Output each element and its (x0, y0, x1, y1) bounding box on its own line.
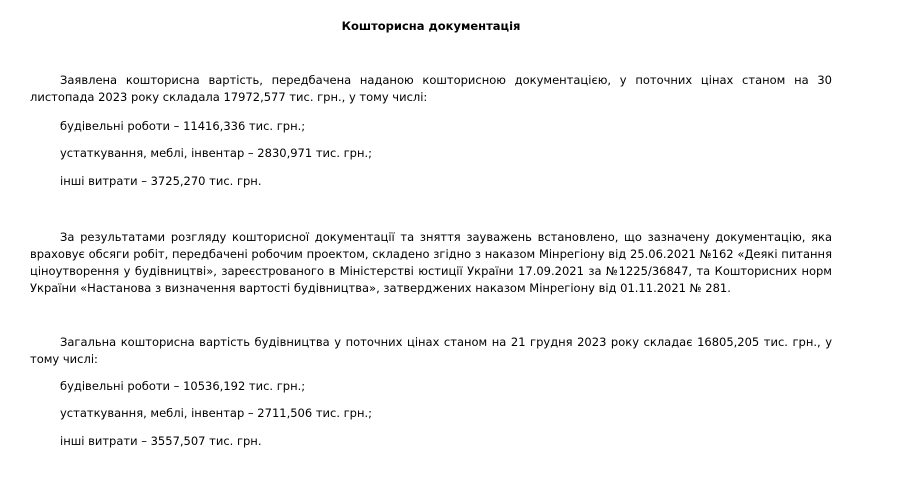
declared-item-other: інші витрати – 3725,270 тис. грн. (60, 174, 262, 188)
review-results-paragraph: За результатами розгляду кошторисної документації та зняття зауважень встановлено, що зазначену документацію, яка враховує обсяги робіт, передбачені робочим проектом, складено згідно з наказом Мінрегіону від 25.06.2021 №162 «Деякі питання ціноутворення у будівництві», зареєстрованого в Міністерстві юстиції України 17.09.2021 за №1225/36847, та Кошторисних норм України «Настанова з визначення вартості будівництва», затверджених наказом Мінрегіону від 01.11.2021 № 281. (30, 230, 832, 295)
final-item-construction: будівельні роботи – 10536,192 тис. грн.; (60, 379, 306, 393)
final-item-equipment: устаткування, меблі, інвентар – 2711,506 тис. грн.; (60, 406, 373, 420)
declared-item-equipment: устаткування, меблі, інвентар – 2830,971 тис. грн.; (60, 146, 373, 160)
final-item-other: інші витрати – 3557,507 тис. грн. (60, 434, 262, 448)
document-title: Кошторисна документація (341, 19, 521, 33)
total-cost-paragraph: Загальна кошторисна вартість будівництва у поточних цінах станом на 21 грудня 2023 року складає 16805,205 тис. грн., у тому числі: (30, 335, 832, 366)
declared-cost-paragraph: Заявлена кошторисна вартість, передбачена наданою кошторисною документацією, у поточних цінах станом на 30 листопада 2023 року складала 17972,577 тис. грн., у тому числі: (30, 73, 832, 104)
declared-item-construction: будівельні роботи – 11416,336 тис. грн.; (60, 119, 306, 133)
